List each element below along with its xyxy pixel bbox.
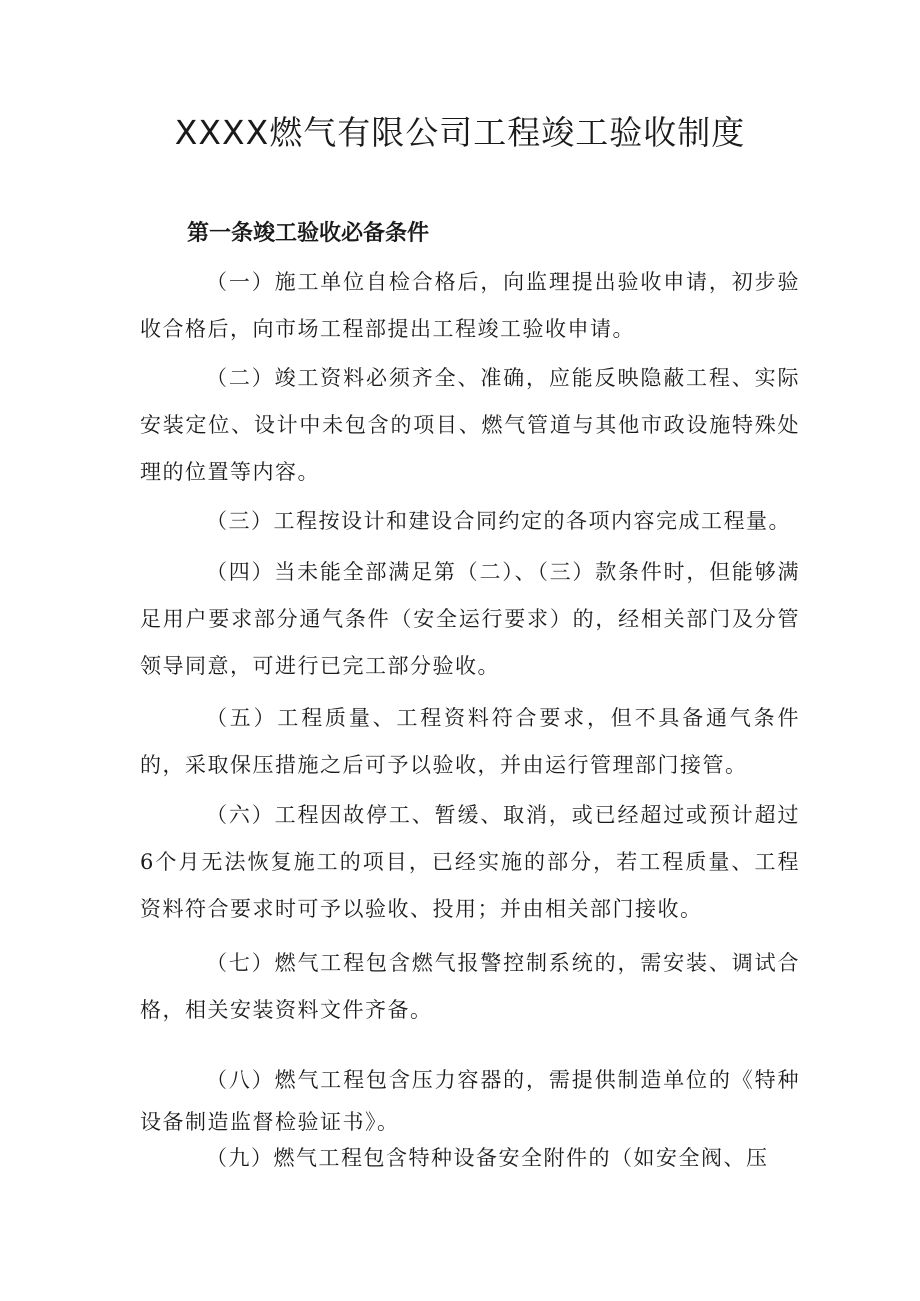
paragraph-7: （七）燃气工程包含燃气报警控制系统的，需安装、调试合格，相关安装资料文件齐备。: [140, 951, 800, 1022]
paragraph-5: （五）工程质量、工程资料符合要求，但不具备通气条件的，采取保压措施之后可予以验收，并由运行管理部门接管。: [140, 706, 800, 777]
section-heading: 第一条竣工验收必备条件: [187, 221, 430, 246]
paragraph-1: （一）施工单位自检合格后，向监理提出验收申请，初步验收合格后，向市场工程部提出工程竣工验收申请。: [140, 270, 800, 341]
paragraph-8: （八）燃气工程包含压力容器的，需提供制造单位的《特种设备制造监督检验证书》。: [140, 1068, 800, 1134]
paragraph-4: （四）当未能全部满足第（二）、（三）款条件时，但能够满足用户要求部分通气条件（安全运行要求）的，经相关部门及分管领导同意，可进行已完工部分验收。: [140, 560, 800, 678]
document-title: XXXX燃气有限公司工程竣工验收制度: [174, 113, 746, 152]
paragraph-9: （九）燃气工程包含特种设备安全附件的（如安全阀、压: [206, 1146, 769, 1170]
paragraph-6: （六）工程因故停工、暂缓、取消，或已经超过或预计超过6个月无法恢复施工的项目，已经实施的部分，若工程质量、工程资料符合要求时可予以验收、投用；并由相关部门接收。: [140, 803, 800, 921]
paragraph-3: （三）工程按设计和建设合同约定的各项内容完成工程量。: [206, 509, 791, 533]
paragraph-2: （二）竣工资料必须齐全、准确，应能反映隐蔽工程、实际安装定位、设计中未包含的项目、燃气管道与其他市政设施特殊处理的位置等内容。: [140, 366, 800, 484]
